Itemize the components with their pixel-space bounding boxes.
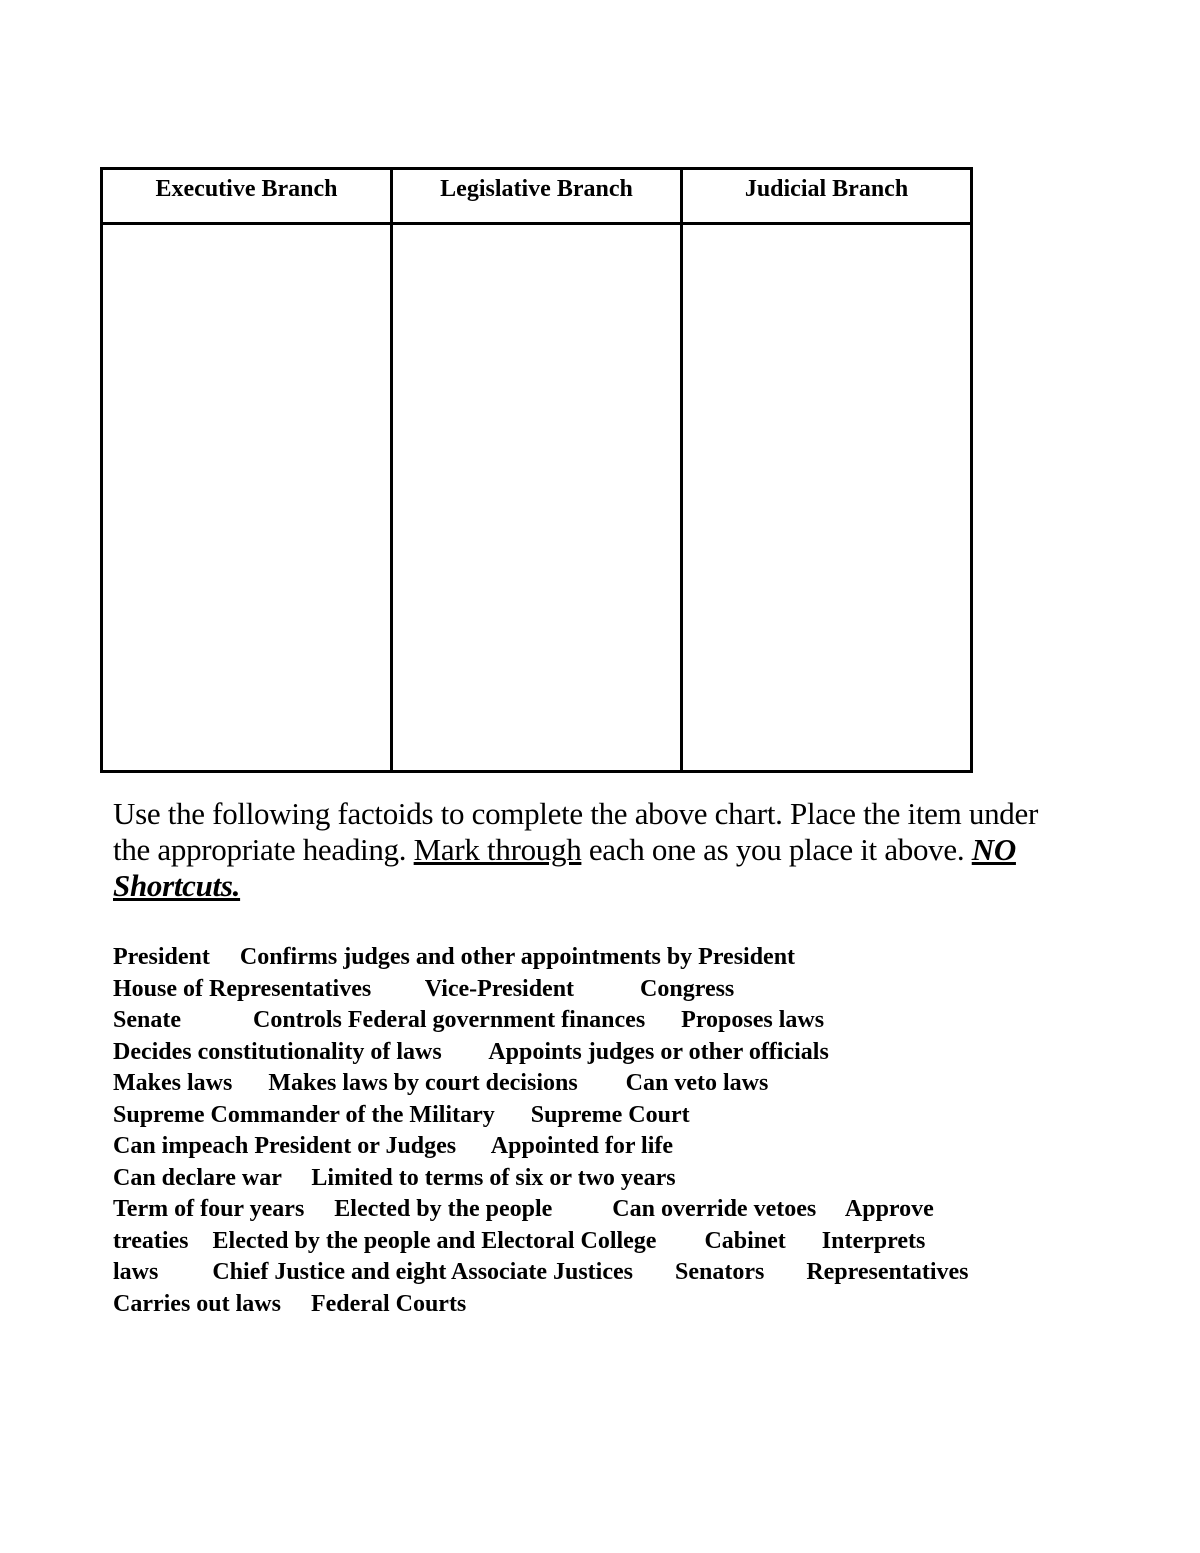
factoid-line: House of Representatives Vice-President Congress — [113, 975, 735, 1002]
executive-branch-header: Executive Branch — [102, 169, 392, 224]
factoid-line: Carries out laws Federal Courts — [113, 1290, 467, 1317]
judicial-branch-cell[interactable] — [682, 224, 972, 772]
factoids-list — [113, 942, 1093, 1320]
factoid-line: Can impeach President or Judges Appointed for life — [113, 1133, 674, 1159]
instructions-paragraph — [113, 796, 1093, 904]
instructions-line-1: Use the following factoids to complete the above chart. Place the item under — [113, 796, 1038, 831]
factoid-line: President Confirms judges and other appointments by President — [113, 944, 796, 970]
instructions-line-2-end: each one as you place it above. — [581, 832, 972, 867]
judicial-branch-header: Judicial Branch — [682, 169, 972, 224]
factoid-line: Decides constitutionality of laws Appoints judges or other officials — [113, 1038, 829, 1065]
factoid-line: Term of four years Elected by the people Can override vetoes Approve — [113, 1196, 934, 1222]
factoid-line: Supreme Commander of the Military Supreme Court — [113, 1101, 690, 1128]
no-shortcuts-emphasis-2: Shortcuts. — [113, 868, 241, 903]
mark-through-phrase: Mark through — [413, 832, 582, 867]
branch-chart-table — [100, 167, 973, 773]
branch-chart-header-row — [102, 169, 972, 224]
factoid-line: laws Chief Justice and eight Associate Justices Senators Representatives — [113, 1259, 969, 1285]
executive-branch-cell[interactable] — [102, 224, 392, 772]
legislative-branch-header: Legislative Branch — [392, 169, 682, 224]
factoid-line: Makes laws Makes laws by court decisions Can veto laws — [113, 1070, 769, 1096]
no-shortcuts-emphasis-1: NO — [971, 832, 1016, 867]
factoid-line: Senate Controls Federal government finances Proposes laws — [113, 1007, 825, 1033]
legislative-branch-cell[interactable] — [392, 224, 682, 772]
branch-chart-body-row — [102, 224, 972, 772]
factoid-line: Can declare war Limited to terms of six or two years — [113, 1164, 676, 1191]
factoid-line: treaties Elected by the people and Electoral College Cabinet Interprets — [113, 1227, 926, 1254]
instructions-line-2-start: the appropriate heading. — [113, 832, 414, 867]
